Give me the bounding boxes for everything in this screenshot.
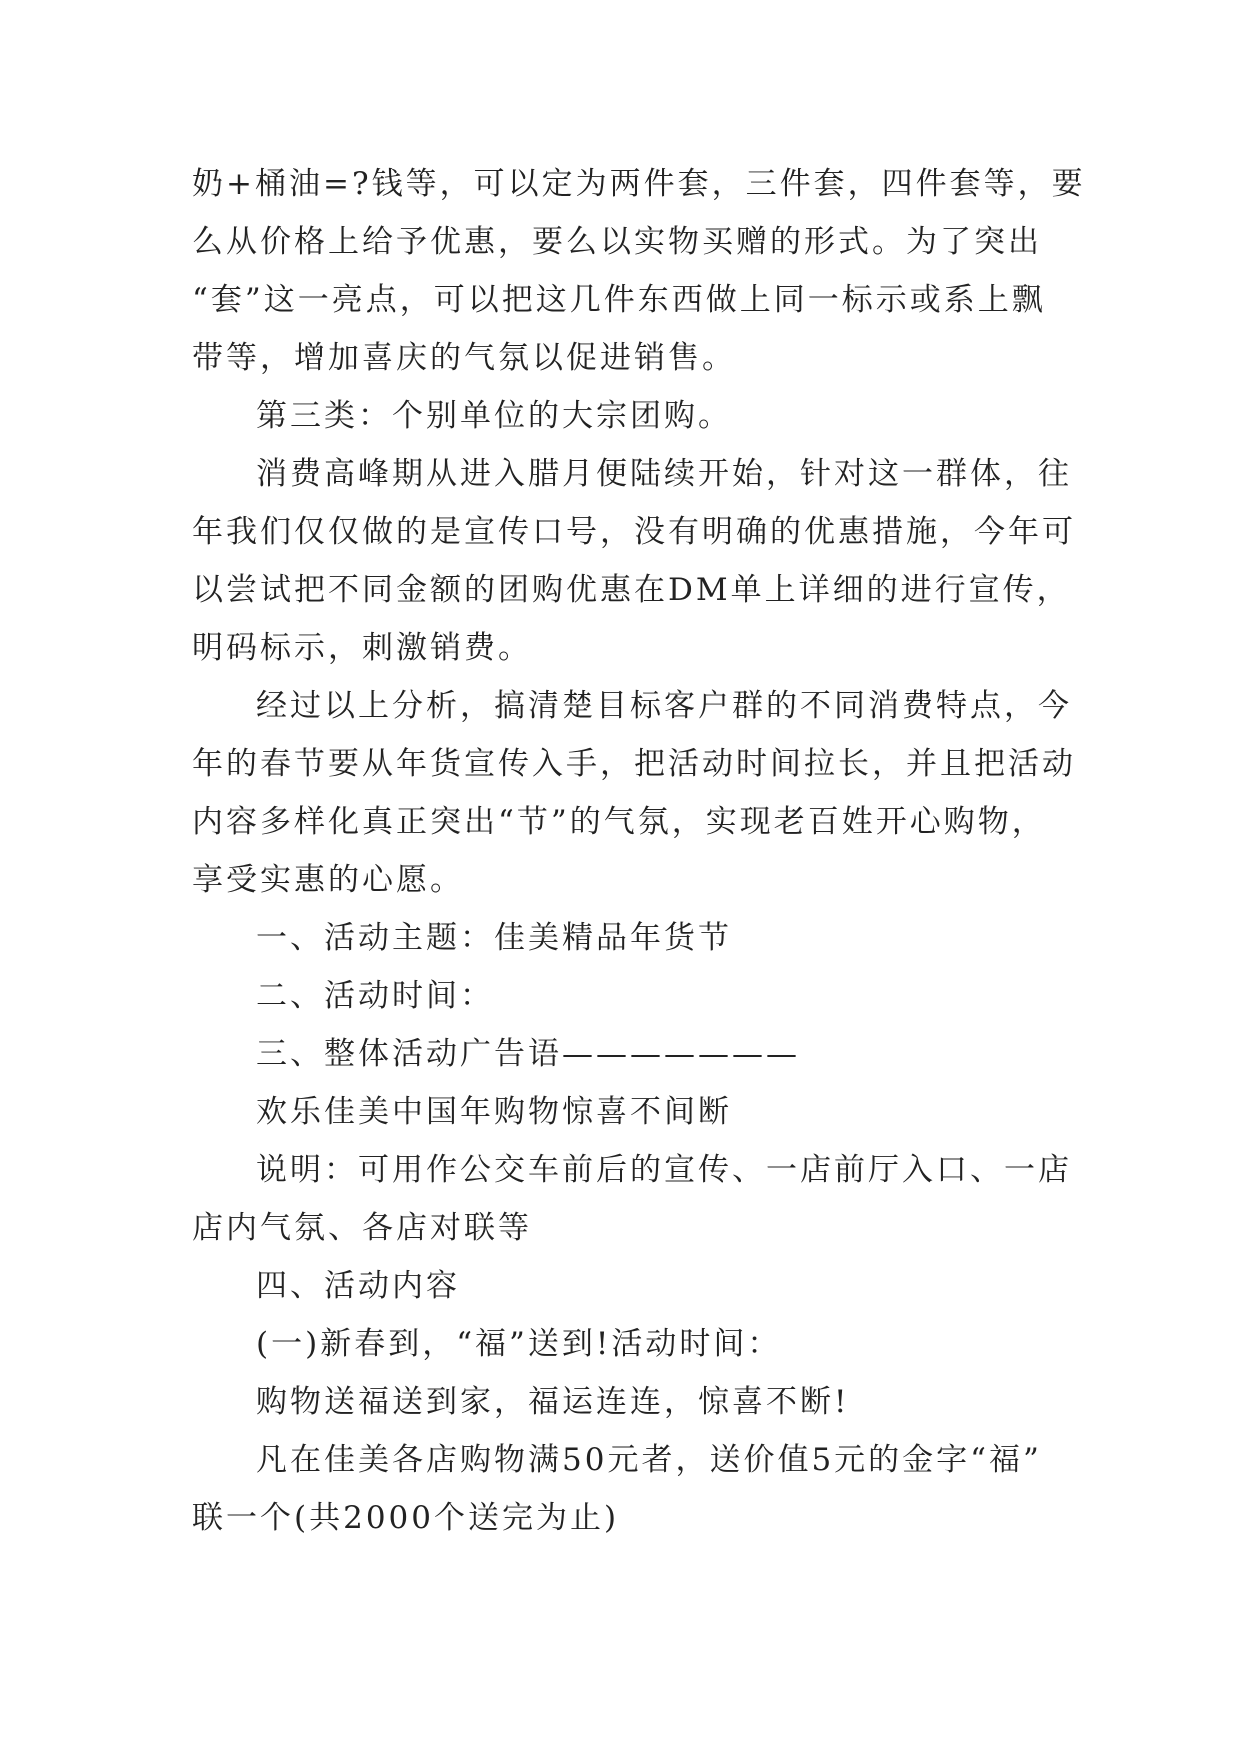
- text-line: 购物送福送到家，福运连连，惊喜不断!: [256, 1384, 850, 1420]
- text-line: 三、整体活动广告语———————: [256, 1036, 800, 1072]
- text-line: 二、活动时间：: [256, 978, 494, 1014]
- text-line: 店内气氛、各店对联等: [192, 1210, 532, 1246]
- text-line: (一)新春到，“福”送到!活动时间：: [256, 1326, 782, 1362]
- text-line: 么从价格上给予优惠，要么以实物买赠的形式。为了突出: [192, 224, 1042, 260]
- document-body: [192, 155, 1086, 1547]
- text-line: 联一个(共2000个送完为止): [192, 1500, 620, 1536]
- text-line: 享受实惠的心愿。: [192, 862, 464, 898]
- text-line: 凡在佳美各店购物满50元者，送价值5元的金字“福”: [256, 1442, 1042, 1478]
- text-line: 第三类：个别单位的大宗团购。: [256, 398, 732, 434]
- text-line: 说明：可用作公交车前后的宣传、一店前厅入口、一店: [256, 1152, 1072, 1188]
- text-line: 年我们仅仅做的是宣传口号，没有明确的优惠措施，今年可: [192, 514, 1076, 550]
- text-line: 欢乐佳美中国年购物惊喜不间断: [256, 1094, 732, 1130]
- text-line: 以尝试把不同金额的团购优惠在DM单上详细的进行宣传，: [192, 572, 1071, 608]
- text-line: 内容多样化真正突出“节”的气氛，实现老百姓开心购物，: [192, 804, 1046, 840]
- text-line: 经过以上分析，搞清楚目标客户群的不同消费特点，今: [256, 688, 1072, 724]
- text-line: “套”这一亮点，可以把这几件东西做上同一标示或系上飘: [192, 282, 1046, 318]
- text-line: 四、活动内容: [256, 1268, 460, 1304]
- text-line: 奶+桶油=?钱等，可以定为两件套，三件套，四件套等，要: [192, 166, 1086, 202]
- text-line: 带等，增加喜庆的气氛以促进销售。: [192, 340, 736, 376]
- text-line: 明码标示，刺激销费。: [192, 630, 532, 666]
- text-line: 一、活动主题：佳美精品年货节: [256, 920, 732, 956]
- text-line: 年的春节要从年货宣传入手，把活动时间拉长，并且把活动: [192, 746, 1076, 782]
- text-line: 消费高峰期从进入腊月便陆续开始，针对这一群体，往: [256, 456, 1072, 492]
